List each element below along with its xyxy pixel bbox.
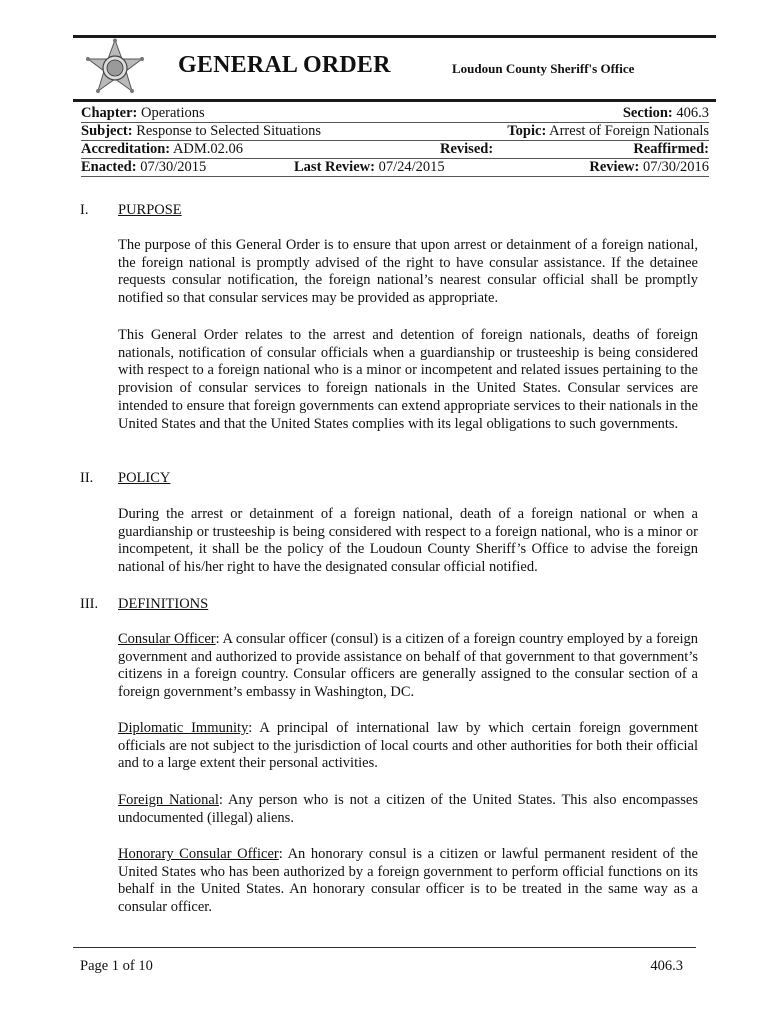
definition-term: Honorary Consular Officer (118, 846, 279, 862)
definition-text: : A consular officer (consul) is a citizen of a foreign country employed by a foreign government and authorized to provide assistance on behalf of that government to that government’s citizens in a foreign country. Consular officers are generally assigned to the consular section of a foreign government’s embassy in Washington, DC. (118, 631, 698, 701)
section-value: 406.3 (676, 105, 709, 121)
sheriff-star-badge-icon (80, 38, 150, 102)
definition-text: : An honorary consul is a citizen or lawful permanent resident of the United States who has been authorized by a foreign government to perform official functions on its behalf in the United States. An honorary consular officer is to be treated in the same way as a consular officer. (118, 846, 698, 916)
reaffirmed-label: Reaffirmed: (633, 141, 709, 157)
section-heading-purpose: PURPOSE (118, 202, 182, 218)
header-top-rule (73, 35, 716, 38)
purpose-p1-text: The purpose of this General Order is to ensure that upon arrest or detainment of a foreign national, the foreign national is promptly advised of the right to have consular assistance. If the detainee requests consular notification, the foreign national’s nearest consular official shall be promptly notified so that consular services may be provided as appropriate. (118, 237, 698, 307)
meta-row-subject (81, 122, 709, 141)
definition-foreign-national (118, 792, 698, 827)
section-number-policy: II. (80, 470, 94, 486)
section-heading-policy: POLICY (118, 470, 171, 486)
revised-label: Revised: (440, 141, 494, 157)
footer-page-number: Page 1 of 10 (80, 958, 153, 974)
subject-label: Subject: (81, 123, 133, 139)
last-review-label: Last Review: (294, 159, 375, 175)
footer-rule (73, 947, 696, 948)
definition-term: Consular Officer (118, 631, 216, 647)
enacted-label: Enacted: (81, 159, 137, 175)
policy-paragraph-1 (118, 506, 698, 577)
topic-label: Topic: (507, 123, 547, 139)
chapter-label: Chapter: (81, 105, 138, 121)
purpose-paragraph-2 (118, 327, 698, 433)
definition-diplomatic-immunity (118, 720, 698, 773)
definition-text: : Any person who is not a citizen of the United States. This also encompasses undocumented (illegal) aliens. (118, 792, 698, 826)
section-number-definitions: III. (80, 596, 99, 612)
subject-value: Response to Selected Situations (136, 123, 322, 139)
definition-term: Diplomatic Immunity (118, 720, 249, 736)
accreditation-label: Accreditation: (81, 141, 171, 157)
definition-honorary-consular-officer (118, 846, 698, 917)
definition-term: Foreign National (118, 792, 219, 808)
purpose-paragraph-1 (118, 237, 698, 308)
document-title: GENERAL ORDER (178, 52, 391, 78)
definition-consular-officer (118, 631, 698, 702)
policy-p1-text: During the arrest or detainment of a foreign national, death of a foreign national or when a guardianship or trusteeship is being considered with respect to a foreign national, who is a minor or incompetent, it shall be the policy of the Loudoun County Sheriff’s Office to advise the foreign national of his/her right to have the designated consular official notified. (118, 506, 698, 576)
chapter-value: Operations (141, 105, 205, 121)
review-label: Review: (589, 159, 640, 175)
header-bottom-rule (73, 99, 716, 102)
meta-row-chapter (81, 104, 709, 123)
agency-name: Loudoun County Sheriff's Office (452, 61, 635, 76)
topic-value: Arrest of Foreign Nationals (549, 123, 709, 139)
meta-row-enacted (81, 158, 709, 177)
section-number-purpose: I. (80, 202, 89, 218)
footer-section-number: 406.3 (650, 958, 683, 974)
purpose-p2-text: This General Order relates to the arrest and detention of foreign nationals, deaths of foreign nationals, notification of consular officials when a guardianship or trusteeship is being considered with respect to a foreign national who is a minor or incompetent and related issues pertaining to the provision of consular services to foreign nationals in the United States. Consular services are intended to ensure that foreign governments can extend appropriate services to their nationals in the United States and that the United States complies with its legal obligations to such governments. (118, 327, 698, 432)
meta-row-accreditation (81, 140, 709, 159)
definition-text: : A principal of international law by which certain foreign government officials are not subject to the jurisdiction of local courts and other authorities for both their official and to a large extent their personal activities. (118, 720, 698, 772)
last-review-value: 07/24/2015 (378, 159, 445, 175)
section-heading-definitions: DEFINITIONS (118, 596, 209, 612)
accreditation-value: ADM.02.06 (172, 141, 244, 157)
section-label: Section: (622, 105, 673, 121)
review-value: 07/30/2016 (642, 159, 709, 175)
enacted-value: 07/30/2015 (140, 159, 207, 175)
